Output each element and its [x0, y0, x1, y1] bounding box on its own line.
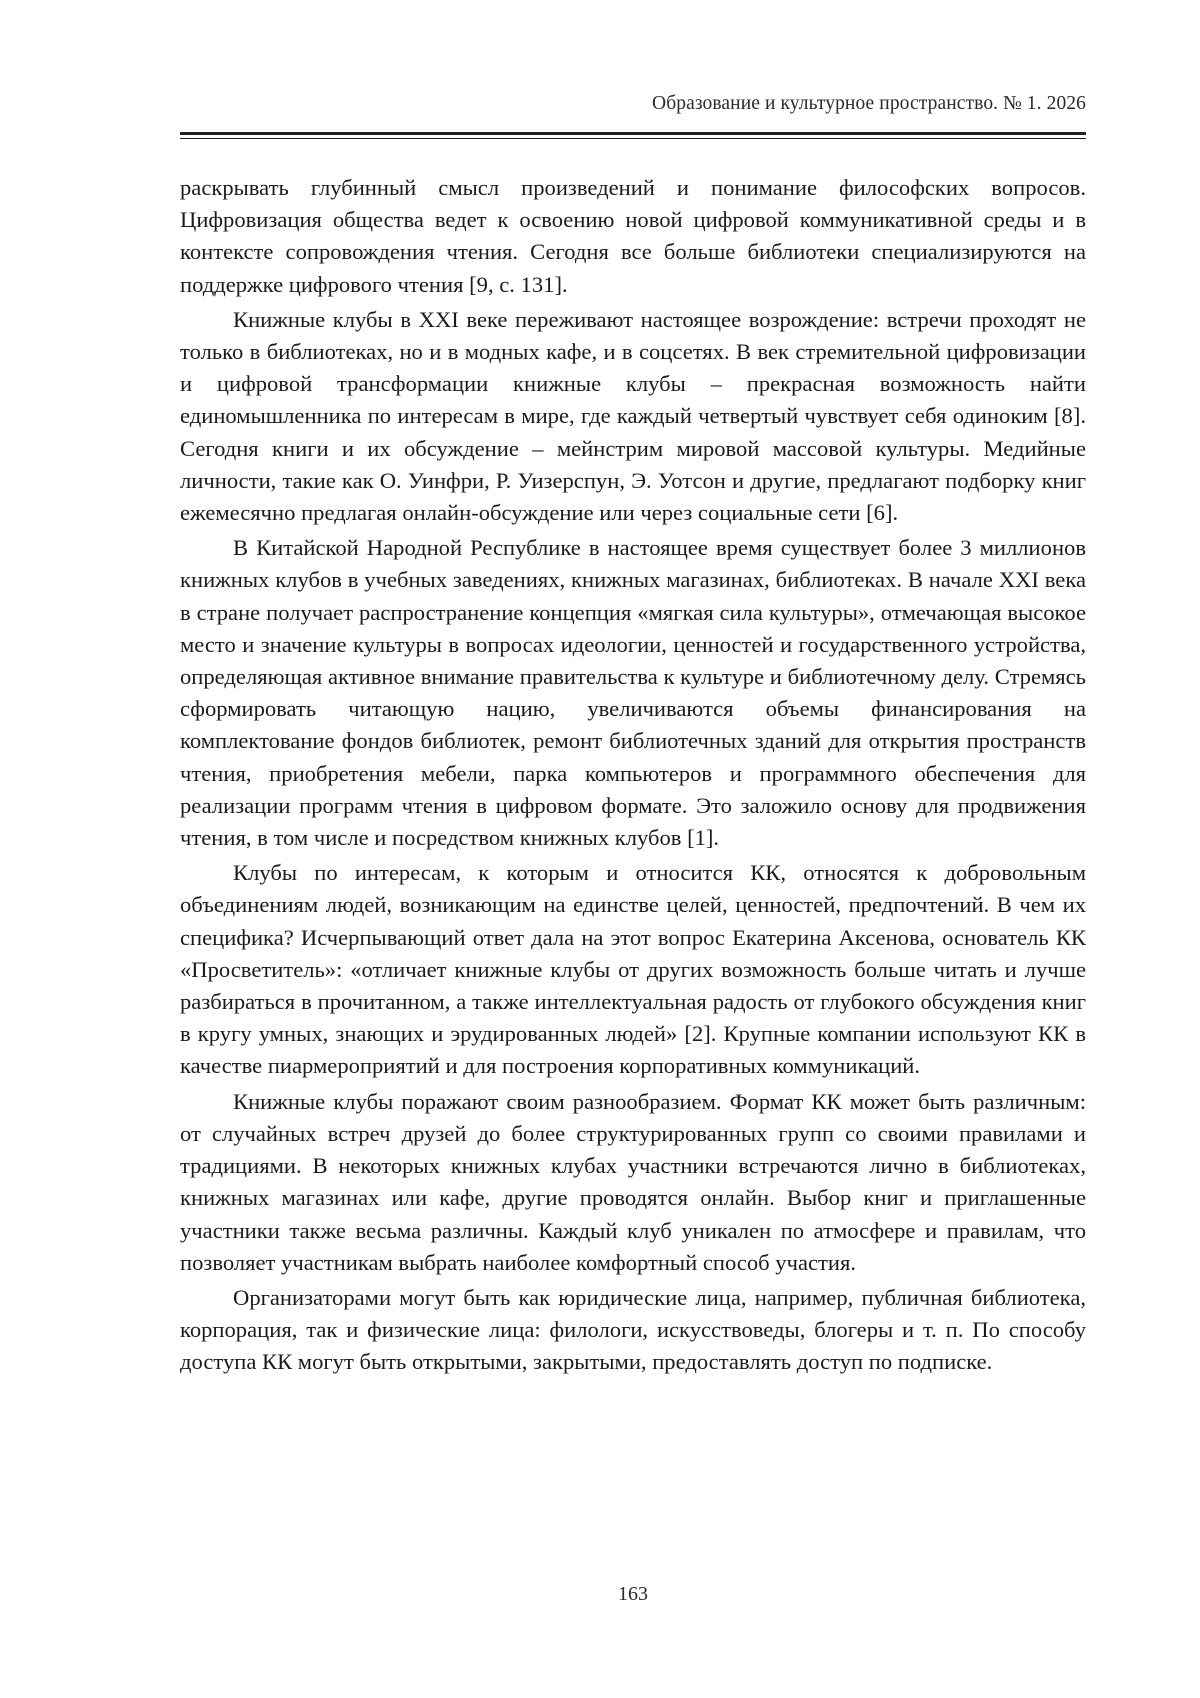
paragraph: Книжные клубы в XXI веке переживают настоящее возрождение: встречи проходят не только в библиотеках, но и в модных кафе, и в соцсетях. В век стремительной цифровизации и цифровой трансформации книжные клубы – прекрасная возможность найти единомышленника по интересам в мире, где каждый четвертый чувствует себя одиноким [8]. Сегодня книги и их обсуждение – мейнстрим мировой массовой культуры. Медийные личности, такие как О. Уинфри, Р. Уизерспун, Э. Уотсон и другие, предлагают подборку книг ежемесячно предлагая онлайн-обсуждение или через социальные сети [6]. [180, 306, 1086, 526]
paragraph-continued: раскрывать глубинный смысл произведений и понимание философских вопросов. Цифровизация общества ведет к освоению новой цифровой коммуникативной среды и в контексте сопровождения чтения. Сегодня все больше библиотеки специализируются на поддержке цифрового чтения [9, с. 131]. [180, 175, 1086, 297]
paragraph: Книжные клубы поражают своим разнообразием. Формат КК может быть различным: от случайных встреч друзей до более структурированных групп со своими правилами и традициями. В некоторых книжных клубах участники встречаются лично в библиотеках, книжных магазинах или кафе, другие проводятся онлайн. Выбор книг и приглашенные участники также весьма различны. Каждый клуб уникален по атмосфере и правилам, что позволяет участникам выбрать наиболее комфортный способ участия. [180, 1088, 1086, 1275]
paragraph: Клубы по интересам, к которым и относится КК, относятся к добровольным объединениям людей, возникающим на единстве целей, ценностей, предпочтений. В чем их специфика? Исчерпывающий ответ дала на этот вопрос Екатерина Аксенова, основатель КК «Просветитель»: «отличает книжные клубы от других возможность больше читать и лучше разбираться в прочитанном, а также интеллектуальная радость от глубокого обсуждения книг в кругу умных, знающих и эрудированных людей» [2]. Крупные компании используют КК в качестве пиармероприятий и для построения корпоративных коммуникаций. [180, 860, 1086, 1079]
article-body [180, 172, 1086, 1382]
page-number: 163 [618, 1583, 648, 1605]
running-header: Образование и культурное пространство. № 1. 2026 [652, 93, 1086, 114]
paragraph: В Китайской Народной Республике в настоящее время существует более 3 миллионов книжных клубов в учебных заведениях, книжных магазинах, библиотеках. В начале XXI века в стране получает распространение концепция «мягкая сила культуры», отмечающая высокое место и значение культуры в вопросах идеологии, ценностей и государственного устройства, определяющая активное внимание правительства к культуре и библиотечному делу. Стремясь сформировать читающую нацию, увеличиваются объемы финансирования на комплектование фондов библиотек, ремонт библиотечных зданий для открытия пространств чтения, приобретения мебели, парка компьютеров и программного обеспечения для реализации программ чтения в цифровом формате. Это заложило основу для продвижения чтения, в том числе и посредством книжных клубов [1]. [180, 535, 1086, 851]
header-divider [180, 132, 1086, 139]
paragraph: Организаторами могут быть как юридические лица, например, публичная библиотека, корпорация, так и физические лица: филологи, искусствоведы, блогеры и т. п. По способу доступа КК могут быть открытыми, закрытыми, предоставлять доступ по подписке. [180, 1284, 1086, 1375]
header-rule-thin [180, 138, 1086, 139]
